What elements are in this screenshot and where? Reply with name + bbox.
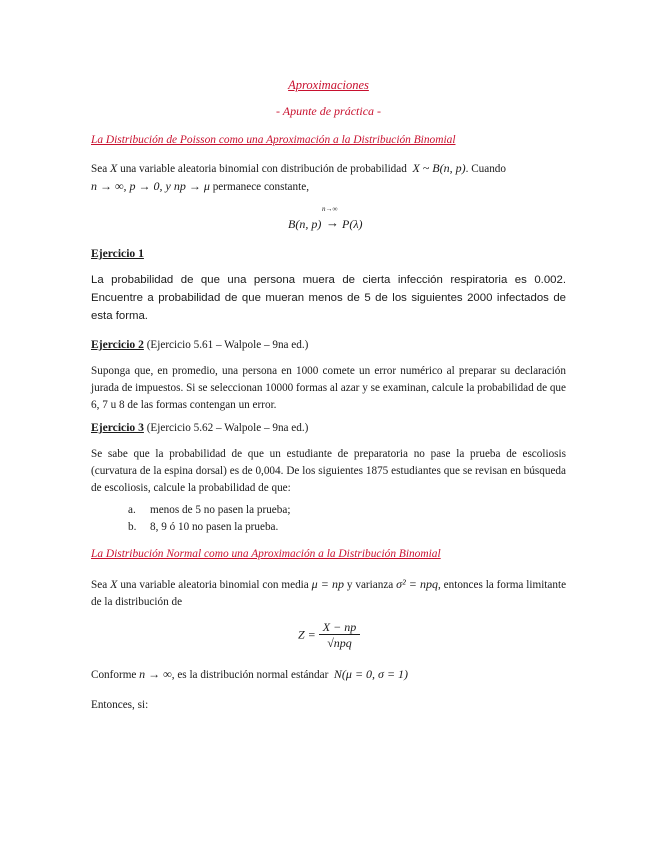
z-left: Z = (298, 627, 316, 642)
intro-text-c: y varianza (346, 579, 394, 591)
exercise-3-text: Se sabe que la probabilidad de que un estudiante de preparatoria no pase la prueba de escoliosis (curvatura de la espina dorsal) es de 0,004. De los siguientes 1875 estudiantes que se revisan en búsqueda de escoliosis, calcule la probabilidad de que: (91, 448, 566, 494)
conforme-line (91, 666, 566, 684)
exercise-2-text: Suponga que, en promedio, una persona en 1000 comete un error numérico al preparar su declaración jurada de impuestos. Si se seleccionan 10000 formas al azar y se examinan, calcule la probabilidad de que 6, 7 u 8 de las formas contengan un error. (91, 365, 566, 411)
section-heading-normal: La Distribución Normal como una Aproximación a la Distribución Binomial (91, 548, 441, 560)
binomial-dist-notation: X ~ B(n, p) (412, 161, 466, 175)
limit-conditions: n → ∞, p → 0, y np → μ (91, 179, 210, 193)
conform-text-a: Conforme (91, 669, 137, 681)
exercise-3-ref: (Ejercicio 5.62 – Walpole – 9na ed.) (146, 422, 309, 434)
exercise-3-header (91, 419, 566, 437)
exercise-1-text: La probabilidad de que una persona muera de cierta infección respiratoria es 0.002. Encuentre a probabilidad de que mueran menos de 5 de los siguientes 2000 infectados de esta forma. (91, 274, 566, 322)
item-text: 8, 9 ó 10 no pasen la prueba. (150, 521, 279, 533)
formula-over: n→∞ (322, 205, 338, 213)
intro-var: X (109, 161, 118, 175)
section-heading-poisson: La Distribución de Poisson como una Aproximación a la Distribución Binomial (91, 134, 456, 146)
intro-text-a: Sea (91, 163, 108, 175)
z-score-formula (298, 620, 360, 650)
intro-text-a: Sea (91, 579, 108, 591)
intro-text-d: permanece constante, (212, 181, 309, 193)
normal-intro (91, 576, 566, 611)
exercise-2-header (91, 336, 566, 354)
intro-text-b: una variable aleatoria binomial con distribución de probabilidad (120, 163, 407, 175)
formula-left: B(n, p) (288, 217, 322, 231)
item-label: b. (128, 521, 137, 533)
entonces-text: Entonces, si: (91, 699, 149, 711)
exercise-1-heading: Ejercicio 1 (91, 247, 144, 260)
exercise-2-heading: Ejercicio 2 (91, 338, 144, 351)
item-label: a. (128, 504, 136, 516)
document-title: Aproximaciones (288, 78, 369, 92)
normal-dist-notation: N(μ = 0, σ = 1) (333, 667, 409, 681)
z-fraction (319, 620, 360, 650)
conform-text-b: , es la distribución normal estándar (171, 669, 329, 681)
conform-cond: n → ∞ (139, 667, 172, 681)
list-item (128, 502, 528, 519)
intro-text-b: una variable aleatoria binomial con media (120, 579, 309, 591)
z-numerator: X − np (319, 620, 360, 635)
formula-arrow: → (326, 215, 339, 230)
exercise-3-heading: Ejercicio 3 (91, 421, 144, 434)
exercise-3-items (128, 502, 528, 536)
document-subtitle: - Apunte de práctica - (275, 104, 382, 118)
mean-formula: μ = np (311, 577, 344, 591)
variance-formula: σ² = npq (396, 577, 438, 591)
list-item (128, 519, 528, 536)
poisson-intro (91, 160, 566, 196)
exercise-2-ref: (Ejercicio 5.61 – Walpole – 9na ed.) (146, 339, 309, 351)
item-text: menos de 5 no pasen la prueba; (150, 504, 291, 516)
intro-var: X (110, 577, 118, 591)
poisson-limit-formula (288, 205, 398, 235)
intro-text-d: , entonces la forma limitante de la distribución de (91, 579, 567, 608)
intro-text-c: . Cuando (465, 163, 506, 175)
z-denominator: √npq (327, 636, 352, 650)
formula-right: P(λ) (342, 217, 363, 231)
